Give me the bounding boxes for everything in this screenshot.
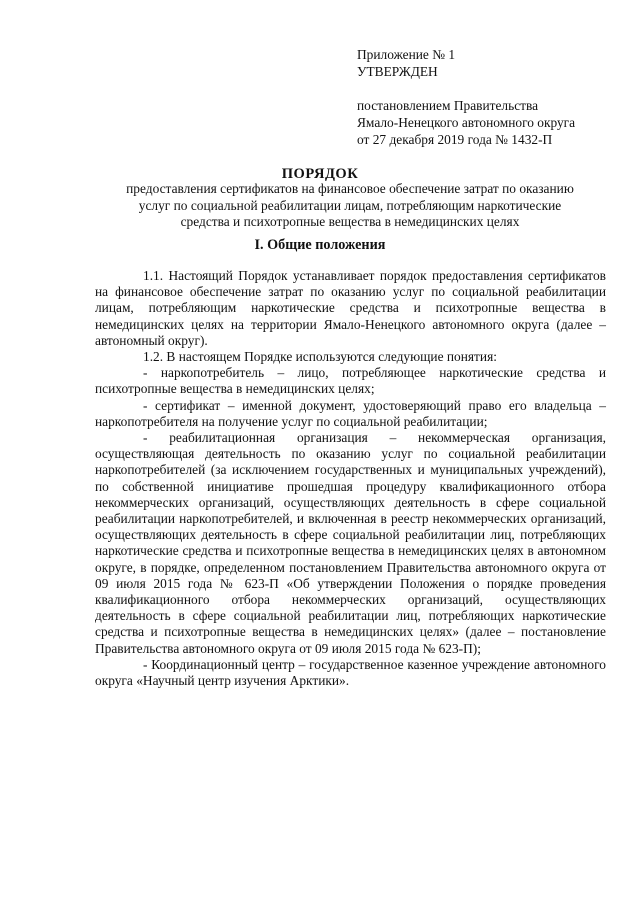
definition-drug-user: - наркопотребитель – лицо, потребляющее наркотические средства и психотропные вещества в немедицинских целях; (95, 365, 606, 397)
resolution-line: Ямало-Ненецкого автономного округа (357, 115, 576, 130)
approval-stamp-block (357, 46, 617, 148)
document-subtitle (95, 181, 605, 231)
resolution-line: постановлением Правительства (357, 98, 539, 113)
subtitle-line: средства и психотропные вещества в немедицинских целях (180, 214, 520, 229)
resolution-date-line: от 27 декабря 2019 года № 1432-П (357, 132, 553, 147)
subtitle-line: услуг по социальной реабилитации лицам, потребляющим наркотические (138, 197, 562, 213)
paragraph-1-1: 1.1. Настоящий Порядок устанавливает порядок предоставления сертификатов на финансовое обеспечение затрат по оказанию услуг по социальной реабилитации лицам, потребляющим наркотические средства и психотропные вещества в немедицинских целях на территории Ямало-Ненецкого автономного округа (далее – автономный округ). (95, 268, 606, 348)
approval-spacer (357, 80, 617, 97)
appendix-number: Приложение № 1 (357, 47, 456, 62)
paragraph-1-2: 1.2. В настоящем Порядке используются следующие понятия: (143, 349, 497, 365)
definition-certificate: - сертификат – именной документ, удостоверяющий право его владельца – наркопотребителя на получение услуг по социальной реабилитации; (95, 397, 606, 429)
section-heading: I. Общие положения (254, 237, 386, 253)
definition-rehab-organization: - реабилитационная организация – некоммерческая организация, осуществляющая деятельность по оказанию услуг по социальной реабилитации наркопотребителей (за исключением государственных и муниципальных учреждений), по собственной инициативе прошедшая процедуру квалификационного отбора некоммерческих организаций, осуществляющих деятельность в сфере социальной реабилитации наркопотребителей, и включенная в реестр некоммерческих организаций, осуществляющих деятельность в сфере социальной реабилитации лиц, потребляющих наркотические средства и психотропные вещества в немедицинских целях в автономном округе, в порядке, определенном постановлением Правительства автономного округа от 09 июля 2015 года № 623-П «Об утверждении Положения о порядке проведения квалификационного отбора некоммерческих организаций, осуществляющих деятельность в сфере социальной реабилитации лиц, потребляющих наркотические средства и психотропные вещества в немедицинских целях» (далее – постановление Правительства автономного округа от 09 июля 2015 года № 623-П); (95, 430, 606, 656)
document-body (95, 268, 606, 689)
definition-coordination-center: - Координационный центр – государственное казенное учреждение автономного округа «Научный центр изучения Арктики». (95, 656, 606, 689)
approved-label: УТВЕРЖДЕН (357, 64, 438, 79)
subtitle-line: предоставления сертификатов на финансовое обеспечение затрат по оказанию (126, 181, 574, 196)
document-title: ПОРЯДОК (281, 166, 359, 182)
